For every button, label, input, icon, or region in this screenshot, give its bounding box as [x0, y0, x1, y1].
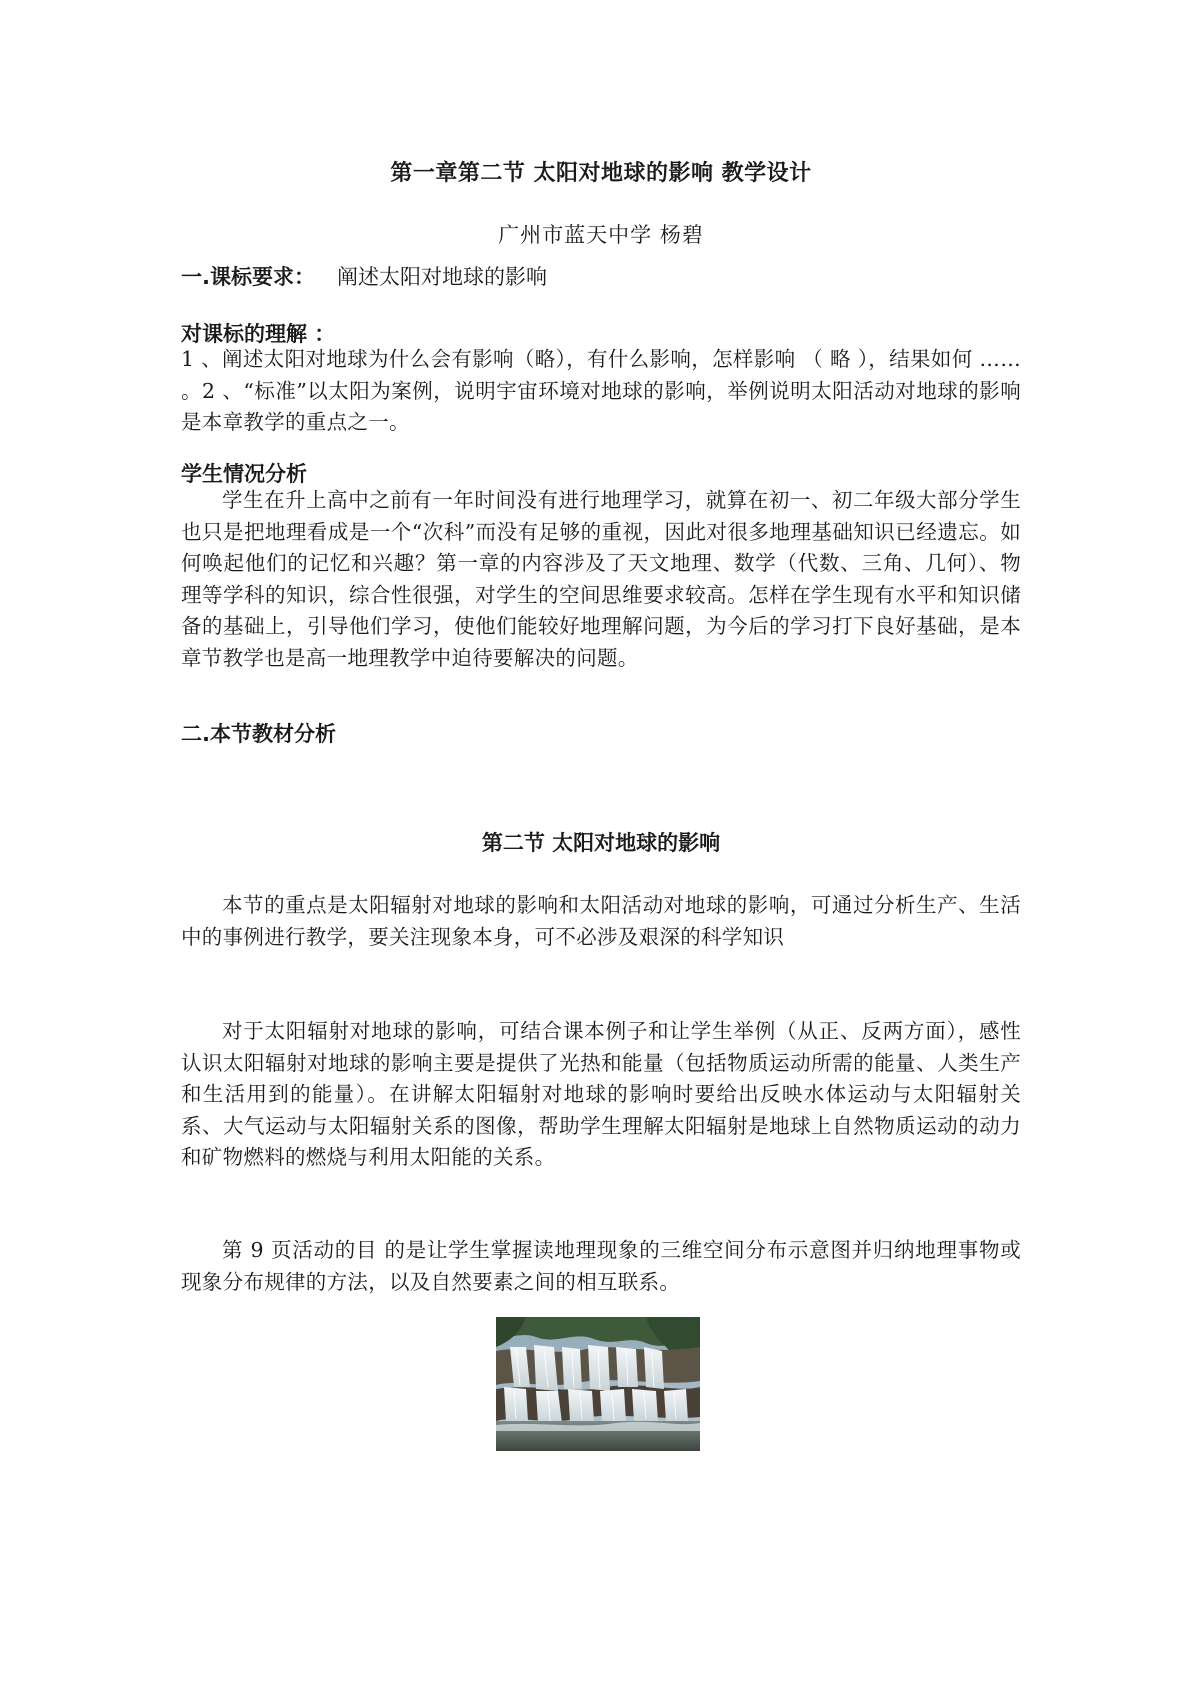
understanding-text: 1 、阐述太阳对地球为什么会有影响（略），有什么影响，怎样影响 （ 略 ），结果如何 …… 。2 、“标准”以太阳为案例，说明宇宙环境对地球的影响，举例说明太阳活动对地球的影响是本章教学的重点之一。	[181, 347, 1021, 434]
section1-requirement: 阐述太阳对地球的影响	[336, 265, 547, 289]
section2-heading: 二.本节教材分析	[181, 722, 336, 746]
understanding-heading: 对课标的理解 ：	[181, 322, 336, 346]
section2-paragraph-1: 本节的重点是太阳辐射对地球的影响和太阳活动对地球的影响，可通过分析生产、生活中的事例进行教学，要关注现象本身，可不必涉及艰深的科学知识	[181, 893, 1021, 949]
students-heading: 学生情况分析	[181, 462, 307, 486]
section2-paragraph-2: 对于太阳辐射对地球的影响，可结合课本例子和让学生举例（从正、反两方面），感性认识太阳辐射对地球的影响主要是提供了光热和能量（包括物质运动所需的能量、人类生产和生活用到的能量）。在讲解太阳辐射对地球的影响时要给出反映水体运动与太阳辐射关系、大气运动与太阳辐射关系的图像，帮助学生理解太阳辐射是地球上自然物质运动的动力和矿物燃料的燃烧与利用太阳能的关系。	[181, 1019, 1021, 1169]
document-author: 广州市蓝天中学 杨碧	[498, 223, 704, 247]
students-text: 学生在升上高中之前有一年时间没有进行地理学习，就算在初一、初二年级大部分学生也只是把地理看成是一个“次科”而没有足够的重视，因此对很多地理基础知识已经遗忘。如何唤起他们的记忆和兴趣？第一章的内容涉及了天文地理、数学（代数、三角、几何）、物理等学科的知识，综合性很强，对学生的空间思维要求较高。怎样在学生现有水平和知识储备的基础上，引导他们学习，使他们能较好地理解问题，为今后的学习打下良好基础，是本章节教学也是高一地理教学中迫待要解决的问题。	[181, 488, 1021, 670]
document-title: 第一章第二节 太阳对地球的影响 教学设计	[390, 161, 812, 186]
section2-subtitle: 第二节 太阳对地球的影响	[481, 831, 721, 855]
section2-paragraph-3: 第 9 页活动的目 的是让学生掌握读地理现象的三维空间分布示意图并归纳地理事物或现象分布规律的方法，以及自然要素之间的相互联系。	[181, 1238, 1021, 1294]
section1-heading: 一.课标要求：	[181, 265, 315, 289]
section1-heading-line	[181, 261, 547, 291]
waterfall-photo	[496, 1317, 700, 1451]
